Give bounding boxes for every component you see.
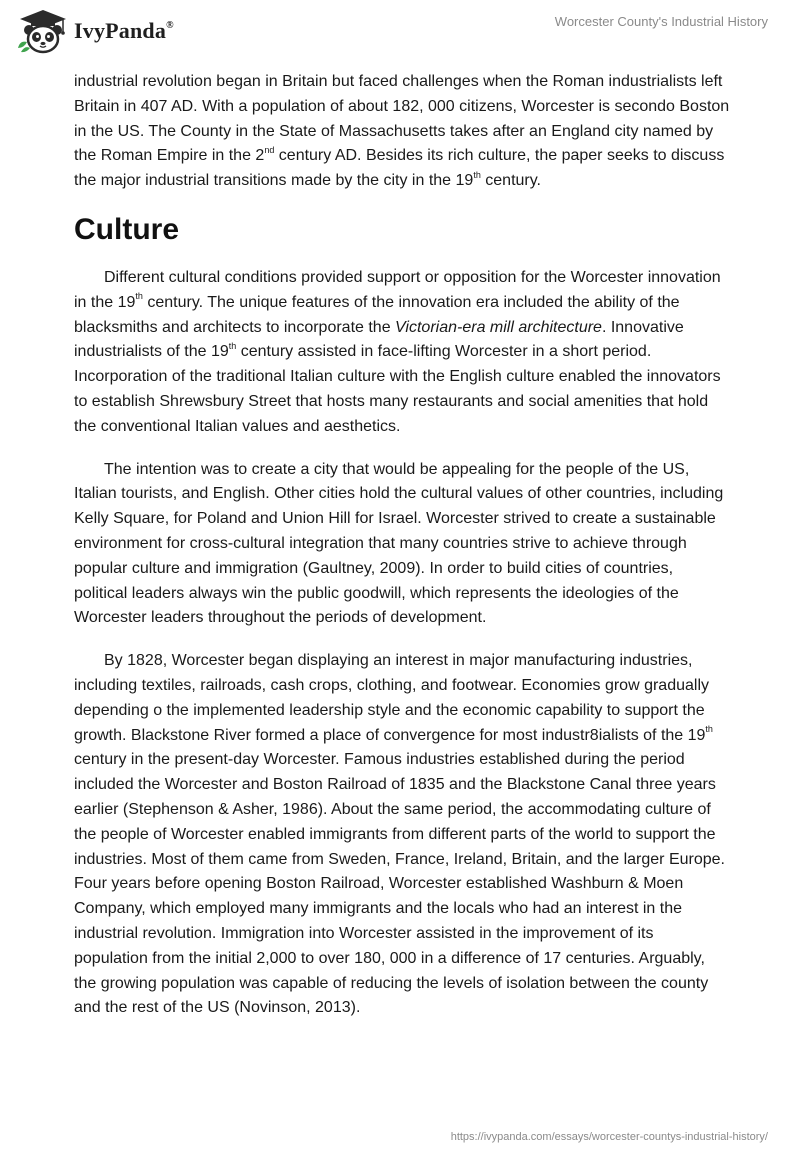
page-header (0, 0, 800, 70)
culture-paragraph-3: By 1828, Worcester began displaying an interest in major manufacturing industries, including textiles, railroads, cash crops, clothing, and footwear. Economies grow gradually depending o the implemented leadership style and the economic capability to support the growth. Blackstone River formed a place of convergence for most industr8ialists of the 19th century in the present-day Worcester. Famous industries established during the period included the Worcester and Boston Railroad of 1835 and the Blackstone Canal three years earlier (Stephenson & Asher, 1986). About the same period, the accommodating culture of the people of Worcester enabled immigrants from different parts of the world to support the industries. Most of them came from Sweden, France, Ireland, Britain, and the larger Europe. Four years before opening Boston Railroad, Worcester established Washburn & Moen Company, which employed many immigrants and the locals who had an interest in the industrial revolution. Immigration into Worcester assisted in the improvement of its population from the initial 2,000 to over 180, 000 in a difference of 17 centuries. Arguably, the growing population was capable of reducing the levels of isolation between the county and the rest of the US (Novinson, 2013). (74, 652, 725, 1017)
culture-paragraph-1: Different cultural conditions provided support or opposition for the Worcester innovation in the 19th century. The unique features of the innovation era included the ability of the blacksmiths and architects to incorporate the Victorian-era mill architecture. Innovative industrialists of the 19th century assisted in face-lifting Worcester in a short period. Incorporation of the traditional Italian culture with the English culture enabled the innovators to establish Shrewsbury Street that hosts many restaurants and social amenities that hold the conventional Italian values and aesthetics. (74, 268, 721, 435)
document-title: Worcester County's Industrial History (554, 14, 768, 29)
brand-name: IvyPanda® (74, 18, 174, 43)
section-heading-culture: Culture (74, 212, 179, 246)
essay-content (74, 70, 730, 1039)
intro-paragraph: industrial revolution began in Britain but faced challenges when the Roman industrialists left Britain in 407 AD. With a population of about 182, 000 citizens, Worcester is secondo Boston in the US. The County in the State of Massachusetts takes after an England city named by the Roman Empire in the 2nd century AD. Besides its rich culture, the paper seeks to discuss the major industrial transitions made by the city in the 19th century. (74, 73, 730, 190)
source-url[interactable]: https://ivypanda.com/essays/worcester-countys-industrial-history/ (450, 1131, 768, 1143)
panda-graduate-icon (16, 8, 70, 54)
culture-paragraph-2: The intention was to create a city that would be appealing for the people of the US, Italian tourists, and English. Other cities hold the cultural values of other countries, including Kelly Square, for Poland and Union Hill for Israel. Worcester strived to create a sustainable environment for cross-cultural integration that many countries strive to achieve through popular culture and immigration (Gaultney, 2009). In order to build cities of countries, political leaders always win the public goodwill, which represents the ideologies of the Worcester leaders throughout the periods of development. (74, 460, 724, 627)
ivypanda-logo[interactable] (16, 8, 174, 54)
